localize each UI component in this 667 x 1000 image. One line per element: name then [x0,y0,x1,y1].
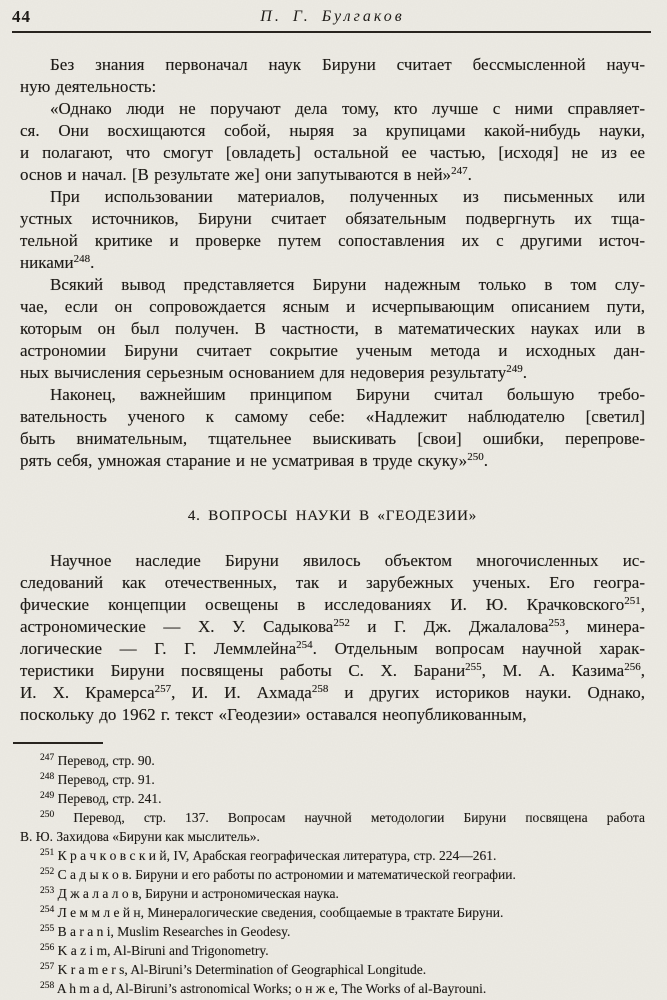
page-number: 44 [12,7,31,26]
footnote-number: 247 [40,753,55,763]
footnote-reference: 257 [154,683,172,695]
text-line: «Однако люди не поручают дела тому, кто лучше с ними справляет- [50,99,645,118]
paragraph [20,186,645,274]
running-title: П. Г. Булгаков [260,8,405,25]
footnote-reference: 250 [467,451,484,463]
footnote-number: 257 [40,962,55,972]
text-line: ся. Они восхищаются собой, ныряя за крупицами какой-нибудь науки, [20,121,645,140]
header-rule [12,31,651,33]
footnote-line: $^{255}$ B a r a n i, Muslim Researches in Geodesy. [40,924,291,939]
text-line: вательность ученого к самому себе: «Надлежит наблюдателю [светил] [20,407,645,426]
footnote-number: 255 [40,924,55,934]
footnote-reference: 249 [506,363,523,375]
footnote-reference: 258 [311,683,329,695]
footnote-line: В. Ю. Захидова «Бируни как мыслитель». [20,829,260,844]
footnote [20,960,645,979]
footnote-number: 256 [40,943,55,953]
paragraph [20,54,645,98]
text-line: ных вычисления серьезным основанием для недоверия результату$^{249}$. [20,363,527,382]
footnote-number: 254 [40,905,55,915]
paragraph [20,384,645,472]
text-line: И. Х. Крамерса$^{257}$, И. И. Ахмада$^{258}$ и других историков науки. Однако, [20,683,645,702]
footnote [20,903,645,922]
footnote [20,808,645,846]
footnote-reference: 254 [296,639,313,651]
text-line: поскольку до 1962 г. текст «Геодезии» оставался неопубликованным, [20,705,527,724]
footnote-reference: 247 [451,165,468,177]
footnote-number: 248 [40,772,55,782]
footnote [20,922,645,941]
footnote-reference: 253 [548,617,565,629]
footnote-line: $^{258}$ A h m a d, Al-Biruni’s astronomical Works; о н ж е, The Works of al-Bayrouni. [40,981,487,996]
text-line: При использовании материалов, полученных из письменных или [50,187,645,206]
footnote-reference: 251 [624,595,641,607]
footnote-number: 253 [40,886,55,896]
footnote-number: 258 [40,981,55,991]
footnote-reference: 255 [465,661,482,673]
text-line: тельной критике и проверке путем сопоставления их с другими источ- [20,231,645,250]
text-line: астрономические — Х. У. Садыкова$^{252}$ и Г. Дж. Джалалова$^{253}$, минера- [20,617,645,636]
paragraph [20,550,645,726]
footnote-number: 250 [40,810,55,820]
text-line: Наконец, важнейшим принципом Бируни считал большую требо- [50,385,645,404]
footnote-line: $^{247}$ Перевод, стр. 90. [40,753,155,768]
text-line: основ и начал. [В результате же] они запутываются в ней»$^{247}$. [20,165,472,184]
footnote-line: $^{252}$ С а д ы к о в. Бируни и его работы по астрономии и математической географии. [40,867,516,882]
text-line: ную деятельность: [20,77,157,96]
footnote [20,789,645,808]
text-line: чае, если он сопровождается ясным и исчерпывающим описанием пути, [20,297,645,316]
paragraph [20,98,645,186]
text-line: и полагают, что смогут [овладеть] остальной ее частью, [исходя] не из ее [20,143,645,162]
footnote-number: 249 [40,791,55,801]
footnote-line: $^{254}$ Л е м м л е й н, Минералогические сведения, сообщаемые в трактате Бируни. [40,905,504,920]
footnote-line: $^{253}$ Д ж а л а л о в, Бируни и астрономическая наука. [40,886,339,901]
text-line: фические концепции освещены в исследованиях И. Ю. Крачковского$^{251}$, [20,595,645,614]
paragraph [20,274,645,384]
footnote-reference: 248 [73,253,91,265]
text-line: теристики Бируни посвящены работы С. Х. Барани$^{255}$, М. А. Казима$^{256}$, [20,661,645,680]
text-line: Научное наследие Бируни явилось объектом многочисленных ис- [50,551,645,570]
footnote-line: $^{256}$ K a z i m, Al-Biruni and Trigonometry. [40,943,269,958]
body-text [20,54,645,726]
footnotes [20,751,645,998]
footnote [20,846,645,865]
page-header [12,7,645,30]
text-line: следований как отечественных, так и зарубежных ученых. Его геогра- [20,573,645,592]
footnote [20,941,645,960]
footnote-reference: 252 [333,617,350,629]
text-line: устных источников, Бируни считает обязательным подвергнуть их тща- [20,209,645,228]
text-line: никами$^{248}$. [20,253,95,272]
footnote [20,770,645,789]
section-heading: 4. ВОПРОСЫ НАУКИ В «ГЕОДЕЗИИ» [187,508,478,524]
text-line: которым он был получен. В частности, в математических науках или в [20,319,645,338]
footnote-line: $^{249}$ Перевод, стр. 241. [40,791,162,806]
footnote-line: $^{248}$ Перевод, стр. 91. [40,772,155,787]
footnote-line: $^{251}$ К р а ч к о в с к и й, IV, Арабская географическая литература, стр. 224—261. [40,848,497,863]
text-line: астрономии Бируни считает сокрытие ученым метода и исходных дан- [20,341,645,360]
footnote [20,865,645,884]
text-line: рять себя, умножая старание и не усматривая в труде скуку»$^{250}$. [20,451,488,470]
text-line: Всякий вывод представляется Бируни надежным только в том слу- [50,275,645,294]
footnote [20,979,645,998]
footnote [20,884,645,903]
footnote-number: 252 [40,867,55,877]
footnote-reference: 256 [624,661,641,673]
text-line: логические — Г. Г. Леммлейна$^{254}$. Отдельным вопросам научной харак- [20,639,645,658]
footnote-line: $^{250}$ Перевод, стр. 137. Вопросам научной методологии Бируни посвящена работа [40,810,645,825]
footnote-line: $^{257}$ K r a m e r s, Al-Biruni’s Determination of Geographical Longitude. [40,962,427,977]
text-line: быть внимательным, тщательнее выискивать [свои] ошибки, перепрове- [20,429,645,448]
text-line: Без знания первоначал наук Бируни считает бессмысленной науч- [50,55,645,74]
footnote-number: 251 [40,848,55,858]
footnote [20,751,645,770]
footnote-separator [13,742,103,744]
